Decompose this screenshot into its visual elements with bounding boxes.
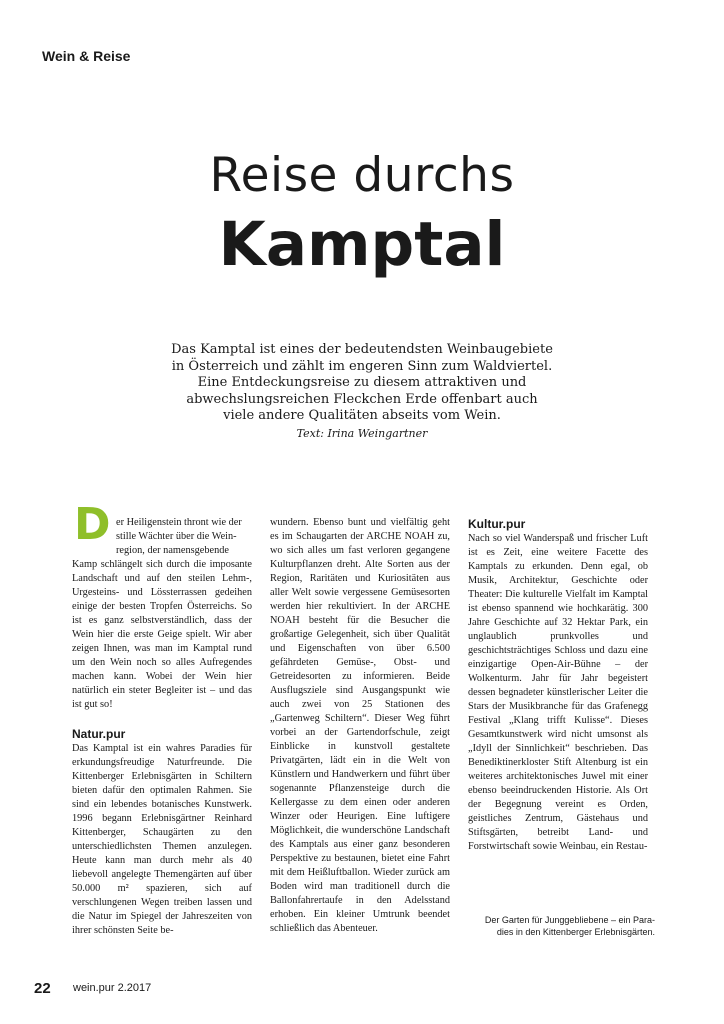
intro-paragraph (130, 342, 594, 425)
section-heading-natur: Natur.pur (72, 727, 126, 741)
caption-line: dies in den Kittenberger Erlebnisgärten. (496, 927, 655, 937)
intro-line: abwechslungsreichen Fleckchen Erde offenbart auch (186, 391, 538, 407)
dropcap-letter: D (74, 499, 111, 550)
image-caption (469, 914, 655, 938)
body-paragraph: wundern. Ebenso bunt und vielfältig geht es im Schaugarten der ARCHE NOAH zu, wo sich alles um fast verloren gegangene Kulturpflanzen dreht. Alte Sorten aus der Region, Raritäten und Kuriositäten aus aller Welt sowie vergessene Gemüsesorten werden hier rekultiviert. In der ARCHE NOAH besteht für die Besucher die großartige Gelegenheit, sich über Qualität und Eigenschaften von über 6.500 gefährdeten Gemüse-, Obst- und Getreidesorten zu informieren. Beide Ausflugsziele sind Ausgangspunkt wie auch zwei von 25 Stationen des „Gartenweg Schiltern“. Dieser Weg führt vorbei an der Gartendorfschule, zeigt Einblicke in kunstvoll gestaltete Privatgärten, lädt ein in die Welt von Künstlern und Handwerkern und führt über sogenannte Pflanzensteige durch die Kellergasse zu dem einen oder anderen Winzer oder Heurigen. Eine luftigere Möglichkeit, die wunderschöne Landschaft des Kamptals aus einer ganz besonderen Perspektive zu bestaunen, bietet eine Fahrt mit dem Heißluftballon. Wieder zurück am Boden wird man traditionell durch die Ballonfahrertaufe in den Adelsstand erhoben. Ein kleiner Umtrunk beendet schließlich das Abenteuer. (270, 517, 450, 934)
magazine-issue: wein.pur 2.2017 (73, 982, 152, 994)
headline-line2: Kamptal (218, 209, 506, 280)
lead-line: er Heiligenstein thront wie der (116, 517, 242, 528)
section-heading-kultur: Kultur.pur (468, 517, 526, 531)
headline-line1: Reise durchs (209, 148, 515, 203)
article-column-3 (468, 516, 648, 854)
caption-line: Der Garten für Junggebliebene – ein Para- (484, 915, 655, 925)
intro-line: viele andere Qualitäten abseits vom Wein. (223, 408, 501, 423)
intro-line: in Österreich und zählt im engeren Sinn zum Waldviertel. (171, 358, 553, 374)
article-column-2 (270, 516, 450, 936)
lead-line: stille Wächter über die Wein- (116, 531, 237, 542)
byline: Text: Irina Weingartner (296, 427, 428, 440)
body-paragraph: Das Kamptal ist ein wahres Paradies für erkundungsfreudige Naturfreunde. Die Kittenberger Erlebnisgärten in Schiltern bieten dafür den optimalen Rahmen. Sie sind ein lebendes botanisches Kunstwerk. 1996 begann Erlebnisgärtner Reinhard Kittenberger, Schaugärten zu den unterschiedlichsten Themen anzulegen. Heute kann man durch mehr als 40 liebevoll angelegte Themengärten auf über 50.000 m² spazieren, sich auf verschlungenen Wegen treiben lassen und die Natur im Spiegel der Jahreszeiten von ihrer schönsten Seite be- (72, 743, 252, 936)
section-label: Wein & Reise (42, 48, 131, 64)
lead-paragraph: Kamp schlängelt sich durch die imposante Landschaft und auf den steilen Lehm-, Urgesteins- und Lössterrassen gedeihen einige der besten Tropfen Österreichs. So ist es ganz selbstverständlich, dass der Wein hier die erste Geige spielt. Wir aber zeigen Ihnen, was man im Kamptal rund um den Wein noch so alles Aufregendes machen kann. Wobei der Wein hier natürlich ein steter Begleiter ist – und das ist gut so! (72, 559, 252, 710)
body-paragraph: Nach so viel Wanderspaß und frischer Luft ist es Zeit, eine weitere Facette des Kamptals zu erkunden. Denn egal, ob Musik, Architektur, Geschichte oder Theater: Die kulturelle Vielfalt im Kamptal ist ebenso spannend wie hochkarätig. 300 Jahre Geschichte auf 32 Hektar Park, ein unglaublich prunkvolles und geschichtsträchtiges Schloss und dazu eine einzigartige Open-Air-Bühne – der Wolkenturm. Jahr für Jahr begeistert dessen begnadeter künstlerischer Leiter die Stars der Musikbranche für das Grafenegg Festival „Klang trifft Kulisse“. Dieses Gesamtkunstwerk wird nicht umsonst als „Idyll der Sinnlichkeit“ beschrieben. Das Benediktinerkloster Stift Altenburg ist ein weiteres architektonisches Juwel mit einer ebenso beeindruckenden Historie. Als Ort der Begegnung vereint es Orden, geistliches Zentrum, Gästehaus und Stiftsgärten, betreibt Land- und Forstwirtschaft sowie Weinbau, ein Restau- (468, 533, 648, 852)
intro-line: Das Kamptal ist eines der bedeutendsten Weinbaugebiete (171, 342, 553, 357)
intro-line: Eine Entdeckungsreise zu diesem attraktiven und (197, 375, 527, 390)
page-number: 22 (34, 980, 51, 997)
article-column-1 (72, 516, 252, 938)
lead-line: region, der namensgebende (116, 545, 229, 556)
